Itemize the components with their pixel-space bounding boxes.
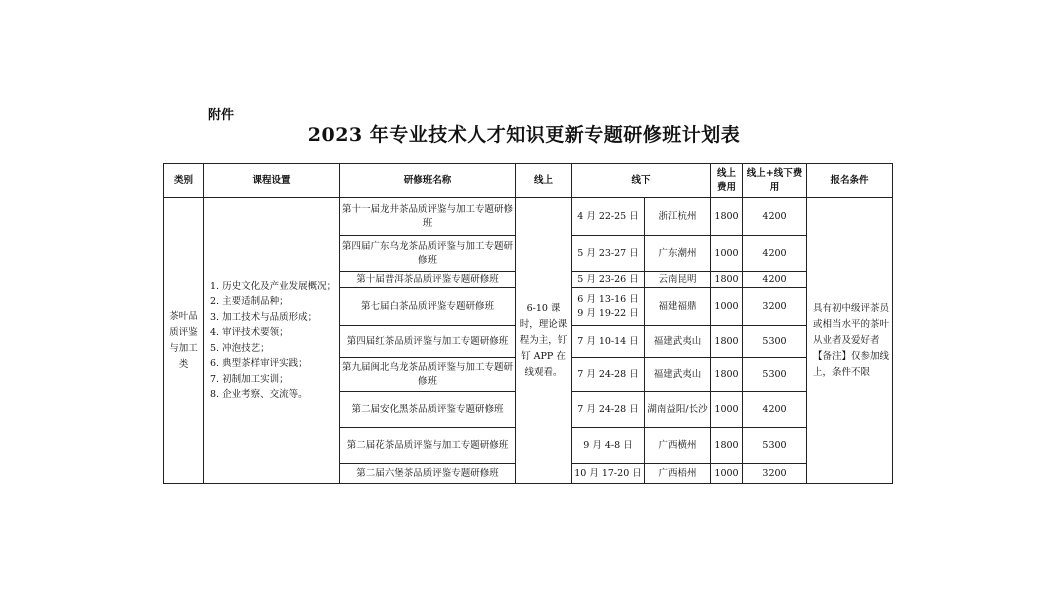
table-body (164, 164, 893, 484)
date-cell (572, 272, 645, 288)
online-fee-cell: 1000 (711, 288, 743, 326)
date-line: 10 月 17-20 日 (574, 467, 642, 479)
class-name-cell: 第二届六堡茶品质评鉴专题研修班 (340, 464, 516, 484)
date-line: 5 月 23-27 日 (577, 247, 639, 259)
date-cell (572, 198, 645, 236)
condition-cell: 具有初中级评茶员或相当水平的茶叶从业者及爱好者【备注】仅参加线上，条件不限 (807, 198, 893, 484)
date-line: 7 月 24-28 日 (577, 403, 639, 415)
date-cell (572, 392, 645, 428)
class-name-cell: 第二届花茶品质评鉴与加工专题研修班 (340, 428, 516, 464)
course-item: 7. 初制加工实训； (210, 373, 289, 385)
online-fee-cell: 1000 (711, 464, 743, 484)
class-name-cell: 第十一届龙井茶品质评鉴与加工专题研修班 (340, 198, 516, 236)
online-fee-cell: 1800 (711, 326, 743, 358)
class-name-cell: 第二届安化黑茶品质评鉴专题研修班 (340, 392, 516, 428)
combined-fee-cell: 4200 (743, 392, 807, 428)
place-cell: 浙江杭州 (645, 198, 711, 236)
place-cell: 福建武夷山 (645, 326, 711, 358)
plan-table (163, 163, 893, 484)
online-fee-cell: 1800 (711, 198, 743, 236)
course-item: 2. 主要适制品种； (210, 296, 289, 307)
place-cell: 广西横州 (645, 428, 711, 464)
table-row (164, 198, 893, 236)
date-line: 6 月 13-16 日 (577, 293, 639, 305)
online-fee-cell: 1000 (711, 236, 743, 272)
class-name-cell: 第九届闽北乌龙茶品质评鉴与加工专题研修班 (340, 358, 516, 392)
date-cell (572, 288, 645, 326)
place-cell: 广西梧州 (645, 464, 711, 484)
date-line: 7 月 24-28 日 (577, 368, 639, 380)
col-header-online: 线上 (516, 164, 572, 198)
course-cell (204, 198, 340, 484)
course-item: 8. 企业考察、交流等。 (210, 389, 308, 400)
place-cell: 湖南益阳/长沙 (645, 392, 711, 428)
online-fee-cell: 1000 (711, 392, 743, 428)
col-header-offline: 线下 (572, 164, 711, 198)
place-cell: 云南昆明 (645, 272, 711, 288)
date-cell (572, 358, 645, 392)
col-header-condition: 报名条件 (807, 164, 893, 198)
category-cell: 茶叶品质评鉴与加工类 (164, 198, 204, 484)
date-cell (572, 464, 645, 484)
online-desc-cell: 6-10 课时，理论课程为主，钉钉 APP 在线观看。 (516, 198, 572, 484)
attachment-label: 附件 (208, 108, 235, 123)
place-cell: 福建福鼎 (645, 288, 711, 326)
date-line: 9 月 4-8 日 (583, 439, 633, 451)
date-line: 9 月 19-22 日 (577, 307, 639, 319)
class-name-cell: 第七届白茶品质评鉴专题研修班 (340, 288, 516, 326)
combined-fee-cell: 4200 (743, 198, 807, 236)
combined-fee-cell: 5300 (743, 326, 807, 358)
date-line: 4 月 22-25 日 (577, 210, 639, 222)
col-header-category: 类别 (164, 164, 204, 198)
combined-fee-cell: 5300 (743, 358, 807, 392)
course-item: 3. 加工技术与品质形成； (210, 311, 318, 323)
combined-fee-cell: 4200 (743, 272, 807, 288)
class-name-cell: 第四届红茶品质评鉴与加工专题研修班 (340, 326, 516, 358)
online-fee-cell: 1800 (711, 358, 743, 392)
combined-fee-cell: 3200 (743, 288, 807, 326)
col-header-online-fee: 线上费用 (711, 164, 743, 198)
date-line: 7 月 10-14 日 (577, 335, 639, 347)
col-header-combined-fee: 线上+线下费用 (743, 164, 807, 198)
course-item: 5. 冲泡技艺； (210, 342, 270, 354)
place-cell: 广东潮州 (645, 236, 711, 272)
online-fee-cell: 1800 (711, 428, 743, 464)
col-header-class-name: 研修班名称 (340, 164, 516, 198)
header-row (164, 164, 893, 198)
date-cell (572, 236, 645, 272)
online-fee-cell: 1800 (711, 272, 743, 288)
date-cell (572, 428, 645, 464)
course-item: 1. 历史文化及产业发展概况； (210, 280, 337, 292)
date-cell (572, 326, 645, 358)
combined-fee-cell: 5300 (743, 428, 807, 464)
class-name-cell: 第十届普洱茶品质评鉴专题研修班 (340, 272, 516, 288)
place-cell: 福建武夷山 (645, 358, 711, 392)
combined-fee-cell: 3200 (743, 464, 807, 484)
course-item: 6. 典型茶样审评实践； (210, 358, 308, 369)
date-line: 5 月 23-26 日 (577, 273, 639, 285)
course-item: 4. 审评技术要领； (210, 327, 289, 338)
page-title: 2023 年专业技术人才知识更新专题研修班计划表 (307, 124, 741, 146)
col-header-course: 课程设置 (204, 164, 340, 198)
combined-fee-cell: 4200 (743, 236, 807, 272)
class-name-cell: 第四届广东乌龙茶品质评鉴与加工专题研修班 (340, 236, 516, 272)
